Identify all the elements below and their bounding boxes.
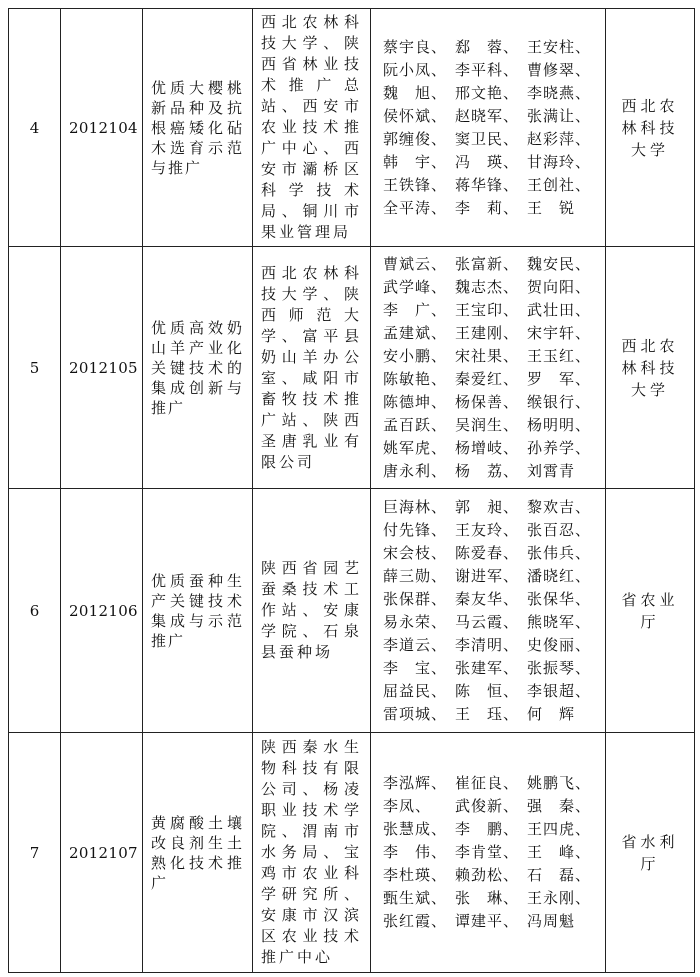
person-name: 潘晓红、	[527, 566, 592, 585]
person-name: 孟百跃、	[383, 415, 448, 434]
person-name: 郭缠俊、	[383, 129, 448, 148]
person-name: 曹修翠、	[527, 60, 592, 79]
person-name: 李银超、	[527, 681, 592, 700]
person-name: 张百忍、	[527, 520, 592, 539]
person-name: 李晓燕、	[527, 83, 592, 102]
award-table	[8, 8, 695, 973]
project-code: 2012106	[61, 489, 143, 733]
person-name: 陈 恒、	[455, 681, 520, 700]
person-name: 熊晓军、	[527, 612, 592, 631]
person-name: 谢进军、	[455, 566, 520, 585]
person-name: 杨 荔、	[455, 461, 520, 480]
person-name: 陈敏艳、	[383, 369, 448, 388]
completing-people	[371, 247, 606, 489]
person-name: 魏安民、	[527, 254, 592, 273]
row-number: 5	[9, 247, 61, 489]
person-name: 崔征良、	[455, 774, 520, 792]
person-name: 秦爱红、	[455, 369, 520, 388]
completing-units: 西北农林科技大学、陕西省林业技术推广总站、西安市农业技术推广中心、西安市灞桥区科学技术局、铜川市果业管理局	[253, 9, 371, 247]
completing-people	[371, 733, 606, 973]
person-name: 陈爱春、	[455, 543, 520, 562]
person-name: 李清明、	[455, 635, 520, 654]
person-name: 王玉红、	[527, 346, 592, 365]
person-name: 王安柱、	[527, 37, 592, 56]
person-name: 强 秦、	[527, 797, 592, 815]
person-name: 李 宝、	[383, 658, 448, 677]
project-code: 2012105	[61, 247, 143, 489]
recommending-org: 省水利厅	[606, 733, 695, 973]
completing-people	[371, 9, 606, 247]
person-name: 屈益民、	[383, 681, 448, 700]
person-name: 王 珏、	[455, 704, 520, 723]
person-name: 缑银行、	[527, 392, 592, 411]
project-name: 优质大樱桃新品种及抗根癌矮化砧木选育示范与推广	[143, 9, 253, 247]
person-name: 韩 宇、	[383, 152, 448, 171]
person-name: 李 鹏、	[455, 820, 520, 838]
person-name: 阮小凤、	[383, 60, 448, 79]
person-name: 张富新、	[455, 254, 520, 273]
person-name: 李 莉、	[455, 198, 520, 217]
person-name: 蒋华锋、	[455, 175, 520, 194]
person-name: 薛三勋、	[383, 566, 448, 585]
person-name: 何 辉	[527, 704, 576, 723]
person-name: 姚军虎、	[383, 438, 448, 457]
person-name: 王 峰、	[527, 843, 592, 861]
person-name: 郭 昶、	[455, 497, 520, 516]
person-name: 冯周魁	[527, 912, 576, 930]
person-name: 王永刚、	[527, 889, 592, 907]
table-row	[9, 9, 695, 247]
person-name: 王 锐	[527, 198, 576, 217]
recommending-org: 西北农林科技大学	[606, 9, 695, 247]
completing-units: 陕西省园艺蚕桑技术工作站、安康学院、石泉县蚕种场	[253, 489, 371, 733]
person-name: 全平涛、	[383, 198, 448, 217]
table-row	[9, 247, 695, 489]
person-name: 赵彩萍、	[527, 129, 592, 148]
project-name: 优质蚕种生产关键技术集成与示范推广	[143, 489, 253, 733]
person-name: 魏志杰、	[455, 277, 520, 296]
project-name: 黄腐酸土壤改良剂生土熟化技术推广	[143, 733, 253, 973]
person-name: 王友玲、	[455, 520, 520, 539]
person-name: 李凤、	[383, 797, 432, 815]
person-name: 王建刚、	[455, 323, 520, 342]
person-name: 李 伟、	[383, 843, 448, 861]
person-name: 武学峰、	[383, 277, 448, 296]
person-name: 张建军、	[455, 658, 520, 677]
completing-units: 陕西秦水生物科技有限公司、杨凌职业技术学院、渭南市水务局、宝鸡市农业科学研究所、安康市汉滨区农业技术推广中心	[253, 733, 371, 973]
person-name: 杨明明、	[527, 415, 592, 434]
person-name: 刘霄青	[527, 461, 576, 480]
completing-people	[371, 489, 606, 733]
project-code: 2012107	[61, 733, 143, 973]
project-code: 2012104	[61, 9, 143, 247]
person-name: 马云霞、	[455, 612, 520, 631]
person-name: 雷项城、	[383, 704, 448, 723]
person-name: 张 琳、	[455, 889, 520, 907]
person-name: 秦友华、	[455, 589, 520, 608]
person-name: 蔡宇良、	[383, 37, 448, 56]
person-name: 张慧成、	[383, 820, 448, 838]
person-name: 史俊丽、	[527, 635, 592, 654]
person-name: 王四虎、	[527, 820, 592, 838]
person-name: 张红霞、	[383, 912, 448, 930]
person-name: 曹斌云、	[383, 254, 448, 273]
person-name: 甘海玲、	[527, 152, 592, 171]
person-name: 唐永利、	[383, 461, 448, 480]
person-name: 李道云、	[383, 635, 448, 654]
person-name: 魏 旭、	[383, 83, 448, 102]
recommending-org: 西北农林科技大学	[606, 247, 695, 489]
person-name: 吴润生、	[455, 415, 520, 434]
person-name: 孙养学、	[527, 438, 592, 457]
person-name: 杨保善、	[455, 392, 520, 411]
row-number: 6	[9, 489, 61, 733]
project-name: 优质高效奶山羊产业化关键技术的集成创新与推广	[143, 247, 253, 489]
person-name: 张伟兵、	[527, 543, 592, 562]
person-name: 赖劲松、	[455, 866, 520, 884]
person-name: 甄生斌、	[383, 889, 448, 907]
person-name: 安小鹏、	[383, 346, 448, 365]
person-name: 罗 军、	[527, 369, 592, 388]
person-name: 张满让、	[527, 106, 592, 125]
recommending-org: 省农业厅	[606, 489, 695, 733]
person-name: 郄 蓉、	[455, 37, 520, 56]
person-name: 李肯堂、	[455, 843, 520, 861]
person-name: 侯怀斌、	[383, 106, 448, 125]
person-name: 谭建平、	[455, 912, 520, 930]
person-name: 张振琴、	[527, 658, 592, 677]
person-name: 石 磊、	[527, 866, 592, 884]
person-name: 易永荣、	[383, 612, 448, 631]
completing-units: 西北农林科技大学、陕西师范大学、富平县奶山羊办公室、咸阳市畜牧技术推广站、陕西圣唐乳业有限公司	[253, 247, 371, 489]
person-name: 孟建斌、	[383, 323, 448, 342]
table-row	[9, 489, 695, 733]
person-name: 宋宇轩、	[527, 323, 592, 342]
person-name: 赵晓军、	[455, 106, 520, 125]
person-name: 付先锋、	[383, 520, 448, 539]
person-name: 冯 瑛、	[455, 152, 520, 171]
person-name: 窦卫民、	[455, 129, 520, 148]
person-name: 宋会枝、	[383, 543, 448, 562]
person-name: 黎欢吉、	[527, 497, 592, 516]
award-table-body	[9, 9, 695, 973]
person-name: 李泓辉、	[383, 774, 448, 792]
person-name: 陈德坤、	[383, 392, 448, 411]
table-row	[9, 733, 695, 973]
person-name: 巨海林、	[383, 497, 448, 516]
person-name: 李 广、	[383, 300, 448, 319]
person-name: 王铁锋、	[383, 175, 448, 194]
person-name: 姚鹏飞、	[527, 774, 592, 792]
person-name: 张保华、	[527, 589, 592, 608]
person-name: 王创社、	[527, 175, 592, 194]
person-name: 李杜瑛、	[383, 866, 448, 884]
person-name: 邢文艳、	[455, 83, 520, 102]
row-number: 4	[9, 9, 61, 247]
person-name: 宋社果、	[455, 346, 520, 365]
person-name: 武俊新、	[455, 797, 520, 815]
row-number: 7	[9, 733, 61, 973]
person-name: 张保群、	[383, 589, 448, 608]
person-name: 李平科、	[455, 60, 520, 79]
person-name: 王宝印、	[455, 300, 520, 319]
person-name: 武壮田、	[527, 300, 592, 319]
person-name: 贺向阳、	[527, 277, 592, 296]
person-name: 杨增岐、	[455, 438, 520, 457]
